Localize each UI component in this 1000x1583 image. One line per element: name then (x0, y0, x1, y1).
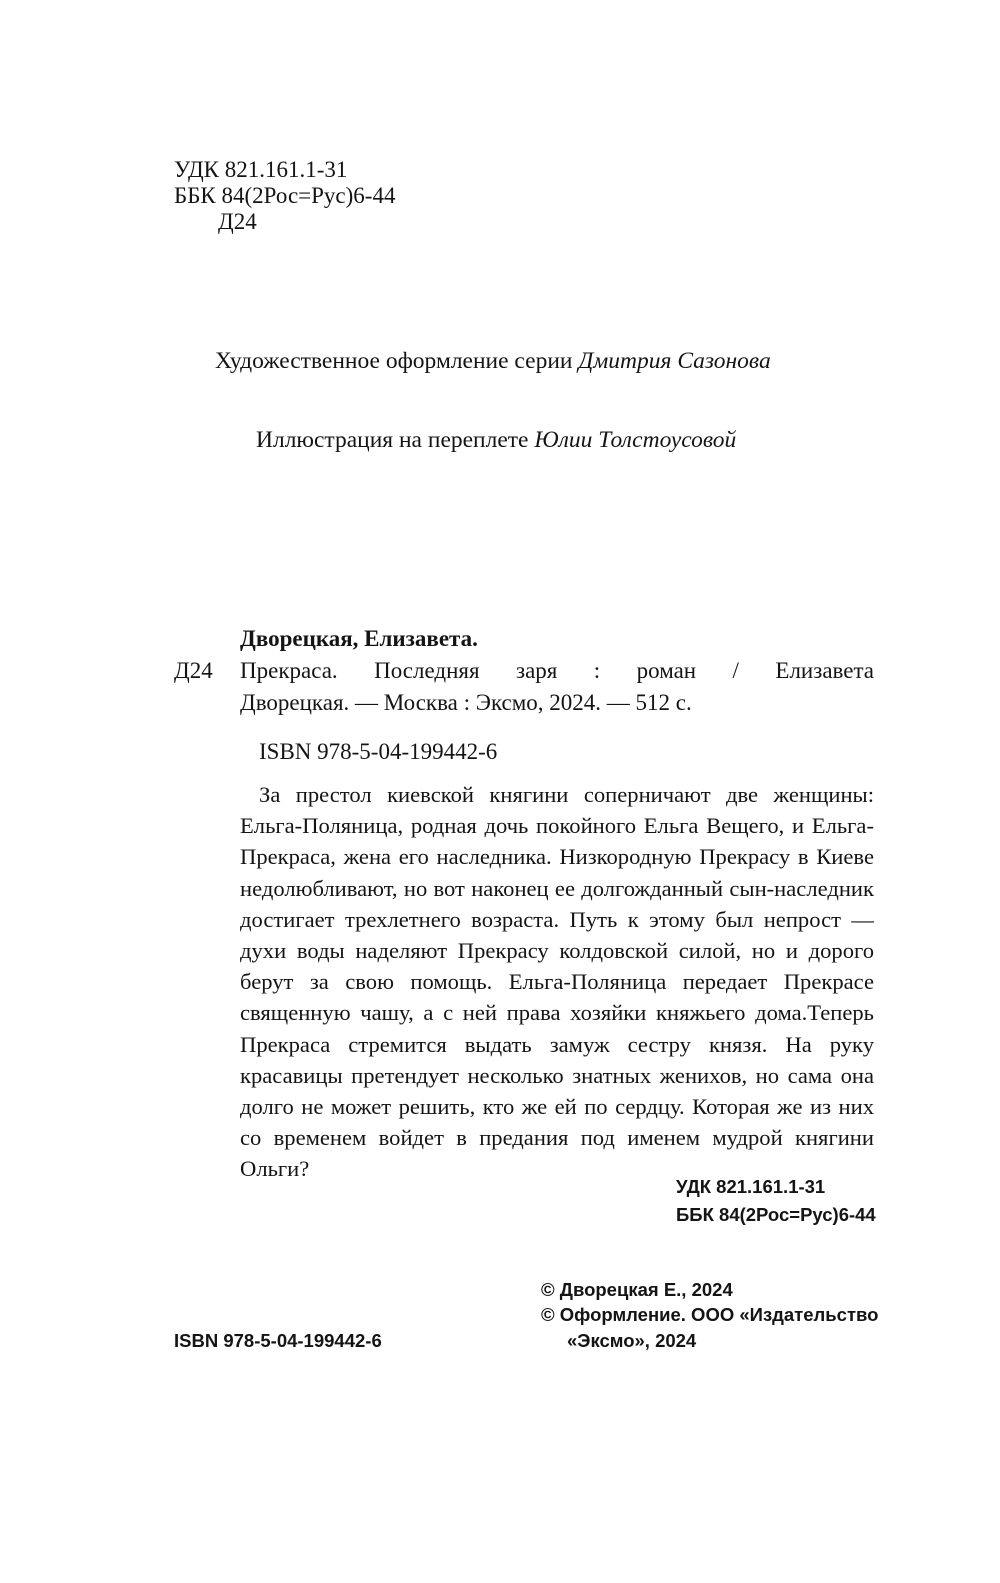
catalog-sign: Д24 (174, 658, 213, 683)
cover-illustration-label: Иллюстрация на переплете (256, 427, 529, 453)
copyright-author: © Дворецкая Е., 2024 (541, 1279, 733, 1300)
classification-bbk: ББК 84(2Рос=Рус)6-44 (676, 1204, 876, 1225)
header-udk: УДК 821.161.1-31 (174, 157, 348, 182)
series-design-name: Дмитрия Сазонова (578, 348, 771, 374)
series-design-credit (215, 347, 771, 375)
classification-udk: УДК 821.161.1-31 (676, 1176, 826, 1197)
cover-illustration-name: Юлии Толстоусовой (534, 427, 737, 453)
header-author-sign: Д24 (218, 209, 257, 234)
annotation (240, 779, 874, 1185)
catalog-isbn: ISBN 978-5-04-199442-6 (259, 739, 498, 764)
catalog-title-line-1: Прекраса. Последняя заря : роман / Елизавета (240, 658, 874, 683)
footer-isbn: ISBN 978-5-04-199442-6 (174, 1330, 382, 1351)
series-design-label: Художественное оформление серии (215, 348, 573, 374)
cover-illustration-credit (256, 426, 736, 454)
copyright-design-line-1: © Оформление. ООО «Издательство (541, 1304, 879, 1325)
catalog-title-line-2: Дворецкая. — Москва : Эксмо, 2024. — 512 с. (240, 690, 692, 715)
catalog-author-heading: Дворецкая, Елизавета. (240, 626, 478, 651)
annotation-text: За престол киевской княгини соперничают две женщины: Ельга-Поляница, родная дочь покойного Ельга Вещего, и Ельга-Прекраса, жена его наследника. Низкородную Прекрасу в Киеве недолюбливают, но вот наконец ее долгожданный сын-наследник достигает трехлетнего возраста. Путь к этому был непрост — духи воды наделяют Прекрасу колдовской силой, но и дорого берут за свою помощь. Ельга-Поляница передает Прекрасе священную чашу, а с ней права хозяйки княжьего дома.Теперь Прекраса стремится выдать замуж сестру князя. На руку красавицы претендует несколько знатных женихов, но сама она долго не может решить, кто же ей по сердцу. Которая же из них со временем войдет в предания под именем мудрой княгини Ольги? (240, 782, 874, 1182)
copyright-design-line-2: «Эксмо», 2024 (567, 1330, 697, 1351)
header-bbk: ББК 84(2Рос=Рус)6-44 (174, 183, 396, 208)
